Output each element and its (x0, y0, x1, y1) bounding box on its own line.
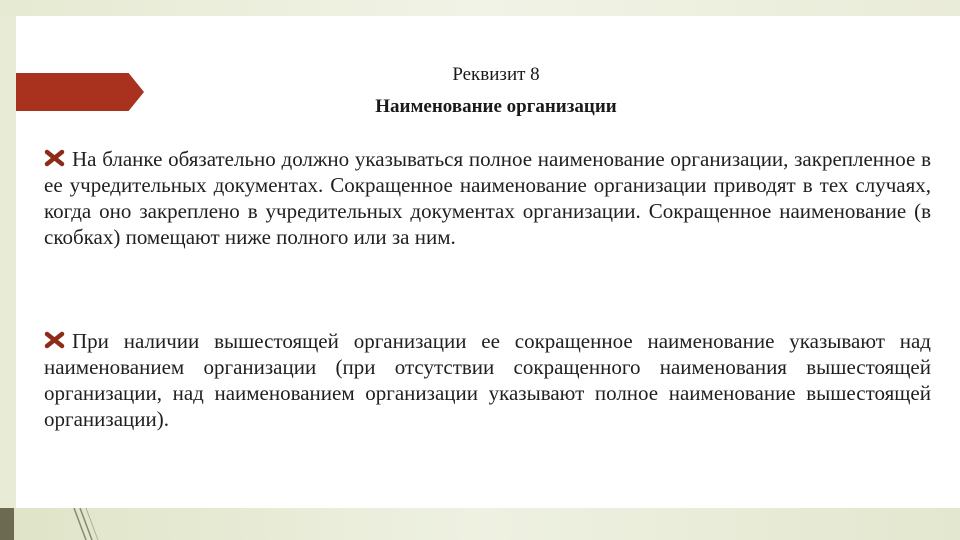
bullet-item (44, 146, 931, 250)
x-bullet-icon (44, 149, 66, 167)
slide-canvas (16, 16, 960, 508)
bullet-text: На бланке обязательно должно указываться полное наименование организации, закрепленное в ее учредительных документах. Сокращенное наименование организации приводят в тех случаях, когда оно закреплено в учредительных документах организации. Сокращенное наименование (в скобках) помещают ниже полного или за ним. (44, 147, 931, 249)
decorative-lines (60, 508, 120, 540)
accent-arrow-shape (16, 73, 144, 111)
bullet-item (44, 328, 931, 432)
frame-left (0, 16, 16, 508)
corner-bar (0, 508, 14, 540)
frame-bottom (0, 508, 960, 540)
slide-title-line1: Реквизит 8 (452, 64, 540, 85)
frame-top (0, 0, 960, 16)
slide-title-line2: Наименование организации (375, 96, 617, 117)
bullet-text: При наличии вышестоящей организации ее сокращенное наименование указывают над наименованием организации (при отсутствии сокращенного наименования вышестоящей организации, над наименованием организации указывают полное наименование вышестоящей организации). (44, 329, 931, 431)
x-bullet-icon (44, 331, 66, 349)
